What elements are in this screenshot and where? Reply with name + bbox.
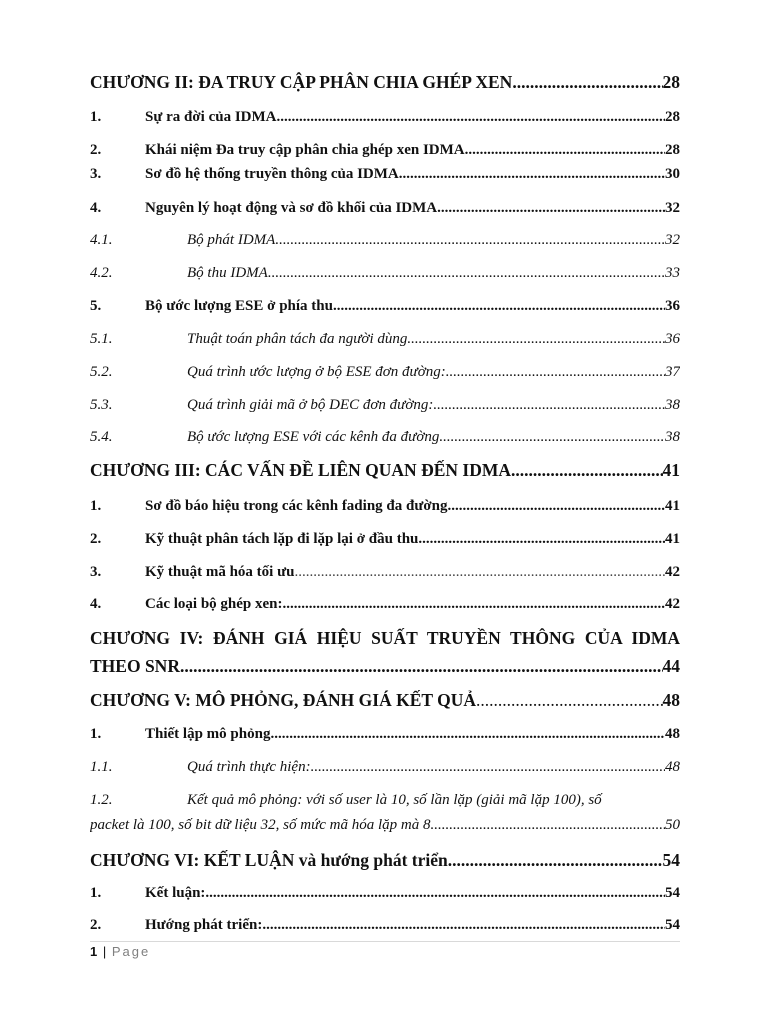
toc-title: Bộ ước lượng ESE với các kênh đa đường bbox=[187, 429, 440, 445]
toc-leader bbox=[407, 331, 665, 348]
toc-page: 41 bbox=[665, 531, 680, 547]
toc-subentry-line1[interactable] bbox=[90, 792, 680, 809]
toc-subentry[interactable] bbox=[90, 429, 680, 446]
toc-leader bbox=[294, 564, 665, 581]
toc-subentry[interactable] bbox=[90, 364, 680, 381]
toc-leader bbox=[448, 498, 666, 515]
toc-number: 2. bbox=[90, 917, 102, 933]
toc-title: Thiết lập mô phỏng bbox=[145, 726, 271, 742]
toc-page: 28 bbox=[665, 142, 680, 158]
toc-title: Quá trình giải mã ở bộ DEC đơn đường: bbox=[187, 397, 434, 413]
footer-page-number: 1 bbox=[90, 944, 98, 959]
toc-entry[interactable] bbox=[90, 885, 680, 902]
toc-title: Sự ra đời của IDMA bbox=[145, 109, 277, 125]
toc-leader bbox=[270, 726, 665, 743]
toc-entry[interactable] bbox=[90, 142, 680, 159]
toc-entry[interactable] bbox=[90, 109, 680, 126]
toc-leader bbox=[446, 364, 665, 381]
toc-leader bbox=[439, 429, 665, 446]
toc-title: Quá trình thực hiện: bbox=[187, 759, 311, 775]
toc-entry[interactable] bbox=[90, 298, 680, 315]
toc-entry[interactable] bbox=[90, 564, 680, 581]
toc-page: 48 bbox=[665, 726, 680, 742]
toc-subentry[interactable] bbox=[90, 232, 680, 249]
toc-page: 38 bbox=[665, 397, 680, 413]
toc-page: 48 bbox=[665, 759, 680, 775]
toc-title: Khái niệm Đa truy cập phân chia ghép xen IDMA bbox=[145, 142, 465, 158]
toc-page: 33 bbox=[665, 265, 680, 281]
toc-number: 5. bbox=[90, 298, 102, 314]
toc-page: 38 bbox=[665, 429, 680, 445]
toc-page: 42 bbox=[665, 596, 680, 612]
toc-number: 5.1. bbox=[90, 331, 113, 347]
toc-leader bbox=[511, 460, 663, 481]
toc-page: 48 bbox=[662, 690, 680, 710]
toc-leader bbox=[465, 142, 665, 159]
toc-number: 5.2. bbox=[90, 364, 113, 380]
toc-title: CHƯƠNG VI: KẾT LUẬN và hướng phát triển bbox=[90, 850, 448, 870]
toc-number: 1.2. bbox=[90, 792, 113, 808]
toc-entry[interactable] bbox=[90, 166, 680, 183]
toc-title: Sơ đồ hệ thống truyền thông của IDMA bbox=[145, 166, 399, 182]
toc-number: 2. bbox=[90, 531, 102, 547]
toc-leader bbox=[268, 265, 665, 282]
toc-number: 3. bbox=[90, 166, 102, 182]
toc-entry[interactable] bbox=[90, 726, 680, 743]
toc-number: 4. bbox=[90, 596, 102, 612]
toc-page: 54 bbox=[662, 850, 680, 870]
toc-number: 1.1. bbox=[90, 759, 113, 775]
toc-page: 36 bbox=[665, 298, 680, 314]
toc-leader bbox=[311, 759, 665, 776]
toc-chapter-3[interactable] bbox=[90, 460, 680, 481]
toc-entry[interactable] bbox=[90, 596, 680, 613]
toc-number: 4.1. bbox=[90, 232, 113, 248]
footer-divider bbox=[90, 941, 680, 942]
toc-title: Thuật toán phân tách đa người dùng bbox=[187, 331, 408, 347]
toc-subentry[interactable] bbox=[90, 265, 680, 282]
toc-title: Sơ đồ báo hiệu trong các kênh fading đa đường bbox=[145, 498, 448, 514]
toc-page: 28 bbox=[662, 72, 680, 92]
toc-title: THEO SNR bbox=[90, 656, 180, 676]
toc-page: 50 bbox=[665, 817, 680, 833]
toc-leader bbox=[418, 531, 665, 548]
toc-leader bbox=[437, 200, 665, 217]
toc-leader bbox=[276, 109, 665, 126]
toc-title: CHƯƠNG V: MÔ PHỎNG, ĐÁNH GIÁ KẾT QUẢ bbox=[90, 690, 476, 710]
toc-chapter-6[interactable] bbox=[90, 850, 680, 871]
toc-title-continued: packet là 100, số bit dữ liệu 32, số mức mã hóa lặp mà 8 bbox=[90, 817, 431, 833]
toc-page: 41 bbox=[662, 460, 680, 480]
toc-title: Kết luận: bbox=[145, 885, 206, 901]
toc-title: Bộ ước lượng ESE ở phía thu bbox=[145, 298, 333, 314]
toc-number: 1. bbox=[90, 109, 102, 125]
toc-chapter-2[interactable] bbox=[90, 72, 680, 93]
toc-number: 1. bbox=[90, 498, 102, 514]
toc-page: 30 bbox=[665, 166, 680, 182]
toc-subentry[interactable] bbox=[90, 759, 680, 776]
toc-number: 1. bbox=[90, 726, 102, 742]
toc-title: Quá trình ước lượng ở bộ ESE đơn đường: bbox=[187, 364, 446, 380]
toc-leader bbox=[431, 817, 666, 834]
toc-number: 4. bbox=[90, 200, 102, 216]
toc-page: 28 bbox=[665, 109, 680, 125]
toc-page: 54 bbox=[665, 917, 680, 933]
toc-page: 32 bbox=[665, 200, 680, 216]
toc-chapter-4[interactable] bbox=[90, 656, 680, 677]
toc-title: Kết quả mô phỏng: với số user là 10, số lần lặp (giải mã lặp 100), số bbox=[187, 792, 602, 808]
toc-entry[interactable] bbox=[90, 917, 680, 934]
toc-page: 42 bbox=[665, 564, 680, 580]
toc-page: 54 bbox=[665, 885, 680, 901]
page-footer bbox=[90, 944, 150, 959]
toc-leader bbox=[433, 397, 665, 414]
toc-chapter-5[interactable] bbox=[90, 690, 680, 711]
toc-leader bbox=[205, 885, 665, 902]
toc-number: 2. bbox=[90, 142, 102, 158]
toc-entry[interactable] bbox=[90, 498, 680, 515]
footer-separator: | bbox=[102, 944, 107, 959]
toc-title: Các loại bộ ghép xen: bbox=[145, 596, 283, 612]
toc-title: Hướng phát triển: bbox=[145, 917, 263, 933]
toc-page: 41 bbox=[665, 498, 680, 514]
toc-subentry[interactable] bbox=[90, 331, 680, 348]
toc-leader bbox=[448, 850, 663, 871]
toc-leader bbox=[476, 690, 663, 711]
toc-leader bbox=[275, 232, 665, 249]
toc-entry[interactable] bbox=[90, 200, 680, 217]
toc-leader bbox=[333, 298, 665, 315]
toc-page: 36 bbox=[665, 331, 680, 347]
toc-leader bbox=[283, 596, 665, 613]
toc-chapter-4-line1[interactable]: CHƯƠNG IV: ĐÁNH GIÁ HIỆU SUẤT TRUYỀN THÔNG CỦA IDMA bbox=[90, 628, 680, 648]
toc-title: CHƯƠNG III: CÁC VẤN ĐỀ LIÊN QUAN ĐẾN IDMA bbox=[90, 460, 511, 480]
toc-title: Bộ phát IDMA bbox=[187, 232, 276, 248]
toc-subentry[interactable] bbox=[90, 397, 680, 414]
toc-subentry[interactable] bbox=[90, 817, 680, 834]
footer-page-label: Page bbox=[111, 944, 151, 959]
toc-page: 44 bbox=[662, 656, 680, 676]
toc-number: 4.2. bbox=[90, 265, 113, 281]
toc-page: 37 bbox=[665, 364, 680, 380]
toc-title: Kỹ thuật mã hóa tối ưu bbox=[145, 564, 295, 580]
toc-title: Bộ thu IDMA bbox=[187, 265, 268, 281]
toc-title: Kỹ thuật phân tách lặp đi lặp lại ở đầu thu bbox=[145, 531, 419, 547]
toc-number: 5.4. bbox=[90, 429, 113, 445]
toc-number: 3. bbox=[90, 564, 102, 580]
toc-title: Nguyên lý hoạt động và sơ đồ khối của IDMA bbox=[145, 200, 438, 216]
toc-leader bbox=[180, 656, 663, 677]
toc-title: CHƯƠNG II: ĐA TRUY CẬP PHÂN CHIA GHÉP XEN bbox=[90, 72, 513, 92]
toc-number: 5.3. bbox=[90, 397, 113, 413]
toc-leader bbox=[399, 166, 665, 183]
toc-leader bbox=[512, 72, 662, 93]
toc-entry[interactable] bbox=[90, 531, 680, 548]
toc-number: 1. bbox=[90, 885, 102, 901]
toc-page: 32 bbox=[665, 232, 680, 248]
toc-leader bbox=[262, 917, 665, 934]
